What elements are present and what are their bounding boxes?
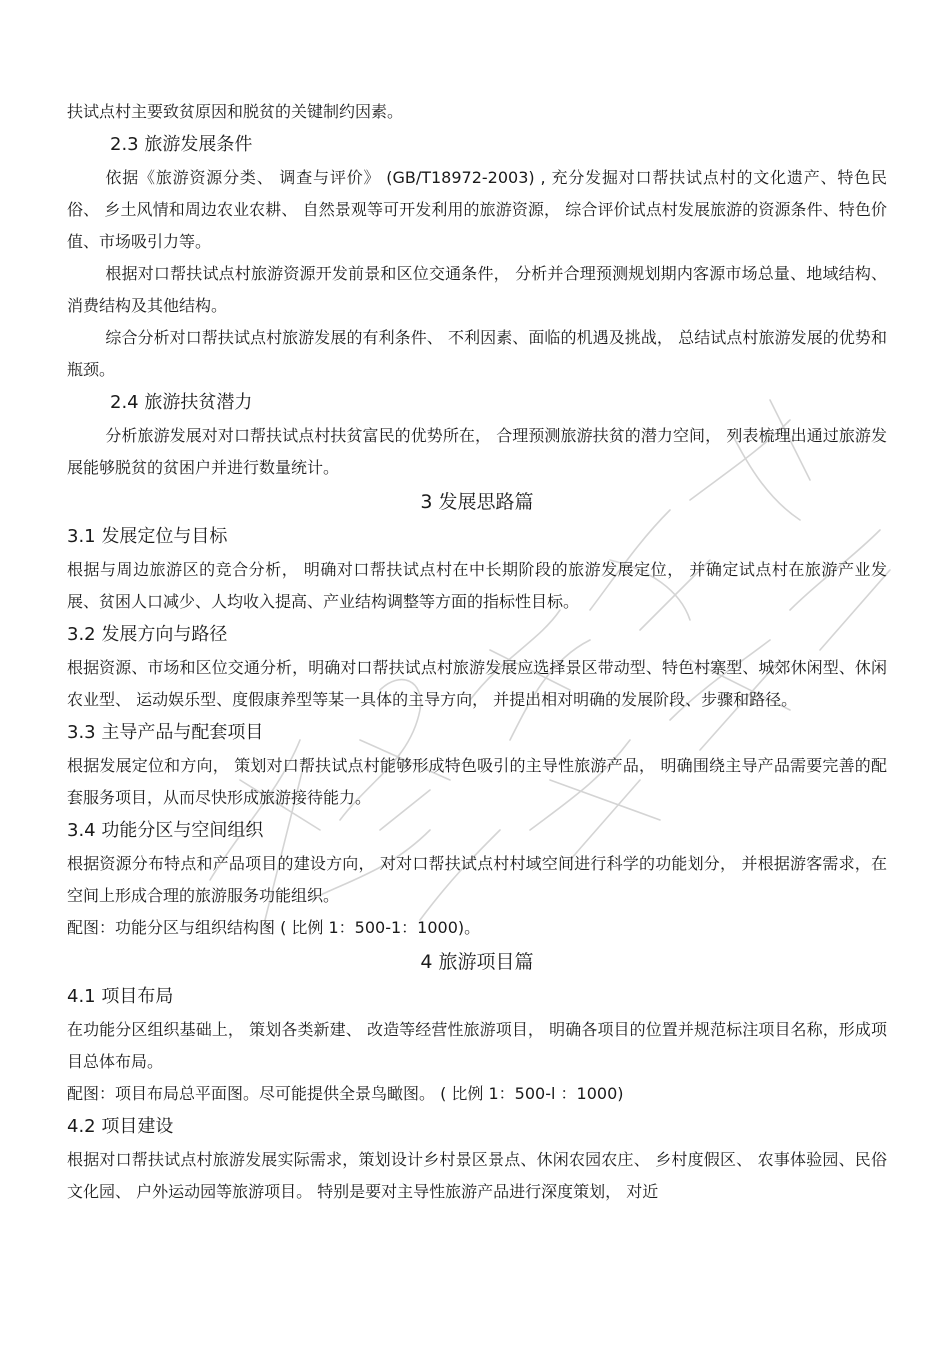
paragraph-3-4: 根据资源分布特点和产品项目的建设方向， 对对口帮扶试点村村域空间进行科学的功能划分， 并根据游客需求，在空间上形成合理的旅游服务功能组织。 [67,854,887,905]
paragraph-3-1: 根据与周边旅游区的竞合分析， 明确对口帮扶试点村在中长期阶段的旅游发展定位， 并确定试点村在旅游产业发展、贫困人口减少、人均收入提高、产业结构调整等方面的指标性目标。 [67,560,887,611]
paragraph-4-1: 在功能分区组织基础上， 策划各类新建、 改造等经营性旅游项目， 明确各项目的位置并规范标注项目名称，形成项目总体布局。 [67,1020,887,1071]
paragraph-2-4: 分析旅游发展对对口帮扶试点村扶贫富民的优势所在， 合理预测旅游扶贫的潜力空间， 列表梳理出通过旅游发展能够脱贫的贫困户并进行数量统计。 [67,426,887,477]
paragraph-4-2: 根据对口帮扶试点村旅游发展实际需求，策划设计乡村景区景点、休闲农园农庄、 乡村度假区、 农事体验园、民俗文化园、 户外运动园等旅游项目。 特别是要对主导性旅游产品进行深度策划， 对近 [67,1150,887,1201]
paragraph-2-3-b: 根据对口帮扶试点村旅游资源开发前景和区位交通条件， 分析并合理预测规划期内客源市场总量、地域结构、消费结构及其他结构。 [67,264,887,315]
paragraph-3-3: 根据发展定位和方向， 策划对口帮扶试点村能够形成特色吸引的主导性旅游产品， 明确围绕主导产品需要完善的配套服务项目，从而尽快形成旅游接待能力。 [67,756,887,807]
chapter-heading-3: 3 发展思路篇 [420,491,534,513]
paragraph-2-3-a: 依据《旅游资源分类、 调查与评价》 (GB/T18972-2003) , 充分发掘对口帮扶试点村的文化遗产、特色民俗、 乡土风情和周边农业农耕、 自然景观等可开发利用的旅游资源， 综合评价试点村发展旅游的资源条件、特色价值、市场吸引力等。 [67,168,887,251]
section-heading-3-3: 3.3 主导产品与配套项目 [67,722,264,743]
paragraph-intro-tail: 扶试点村主要致贫原因和脱贫的关键制约因素。 [67,102,404,121]
section-heading-2-3: 2.3 旅游发展条件 [110,134,253,155]
section-heading-3-1: 3.1 发展定位与目标 [67,526,228,547]
document-body [67,96,887,1208]
section-heading-3-4: 3.4 功能分区与空间组织 [67,820,264,841]
section-heading-4-1: 4.1 项目布局 [67,986,174,1007]
section-heading-2-4: 2.4 旅游扶贫潜力 [110,392,253,413]
chapter-heading-4: 4 旅游项目篇 [420,951,534,973]
section-heading-4-2: 4.2 项目建设 [67,1116,174,1137]
figure-note-3-4: 配图：功能分区与组织结构图 ( 比例 1：500-1：1000)。 [67,918,481,937]
figure-note-4-1: 配图：项目布局总平面图。尽可能提供全景鸟瞰图。 ( 比例 1：500-l ：1000) [67,1084,624,1103]
paragraph-2-3-c: 综合分析对口帮扶试点村旅游发展的有利条件、 不利因素、面临的机遇及挑战， 总结试点村旅游发展的优势和瓶颈。 [67,328,887,379]
paragraph-3-2: 根据资源、市场和区位交通分析，明确对口帮扶试点村旅游发展应选择景区带动型、特色村寨型、城郊休闲型、休闲农业型、 运动娱乐型、度假康养型等某一具体的主导方向， 并提出相对明确的发展阶段、步骤和路径。 [67,658,887,709]
section-heading-3-2: 3.2 发展方向与路径 [67,624,228,645]
